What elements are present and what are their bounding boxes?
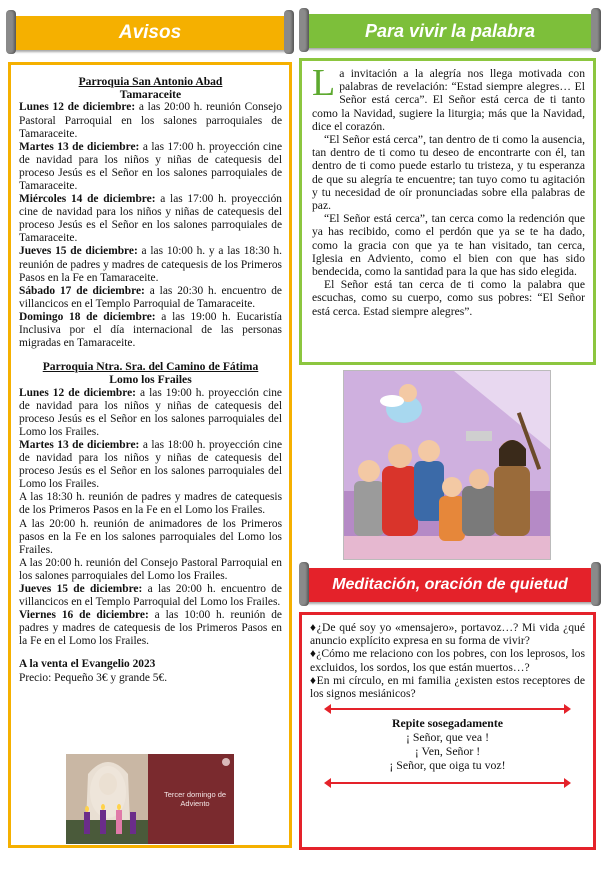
drop-cap: L (312, 62, 336, 104)
scroll-curl-left (299, 8, 309, 52)
parroquia1-subtitle: Tamaraceite (119, 88, 182, 102)
gospel-illustration (343, 370, 551, 560)
notice-entry (19, 557, 282, 583)
prayer-line: ¡ Ven, Señor ! (414, 744, 481, 759)
parroquia2-title: Parroquia Ntra. Sra. del Camino de Fátima (42, 360, 259, 374)
notice-entry (19, 141, 282, 193)
palabra-paragraph: a invitación a la alegría nos llega motivada con palabras de revelación: “Estad siempre alegres… El Señor está cerca”. El Señor está cerca de ti tanto como la Navidad, sugiere la liturgia; más que la Navidad, dice el corazón. (312, 67, 585, 133)
palabra-banner (305, 14, 595, 48)
notice-text: a las 20:00 h. encuentro de villancicos en el Templo Parroquial del Lomo los Frailes. (19, 583, 282, 609)
parroquia1-title: Parroquia San Antonio Abad (78, 75, 223, 88)
palabra-paragraph: “El Señor está cerca”, tan dentro de ti como la ausencia, tan dentro de ti como tu deseo de encontrarte con él, tan dentro de ti como puede estarlo tu tristeza, y tu esperanza de que su alegría te encuentre; tan tuyo como tu agitación y tu necesidad de oír pronunciadas sobre ella palabras de paz. (312, 133, 585, 213)
palabra-paragraph: “El Señor está cerca”, tan cerca como la redención que ya has recibido, como el perdón que ya se te ha dado, como la gracia con que ya te han visitado, tan cerca, Iglesia en Adviento, como el bien con que has sido bendecida, como la santidad para la que has sido elegida. (312, 212, 585, 279)
scroll-curl-right (284, 10, 294, 54)
notice-day: Jueves 15 de diciembre: (19, 583, 143, 595)
promo-caption: Tercer domingo de Adviento (163, 790, 227, 808)
notice-entry (19, 491, 282, 517)
notice-entry (19, 311, 282, 350)
notice-text: A las 18:30 h. reunión de padres y madres de catequesis de los Primeros Pasos en la Fe en el Lomo los Frailes. (19, 491, 282, 517)
palabra-paragraph: El Señor está tan cerca de ti como la palabra que escuchas, como su cuerpo, como sus pobres: “El Señor está cerca. Estad siempre alegres”. (312, 278, 585, 318)
notice-day: Miércoles 14 de diciembre: (19, 193, 156, 206)
parroquia2-subtitle: Lomo los Frailes (109, 373, 192, 387)
notice-day: Sábado 17 de diciembre: (19, 284, 145, 297)
prayer-title: Repite sosegadamente (391, 716, 504, 731)
evangelio-price: Precio: Pequeño 3€ y grande 5€. (19, 671, 168, 684)
notice-entry (19, 518, 282, 557)
notice-day: Martes 13 de diciembre: (19, 438, 140, 451)
divider-arrow (310, 704, 585, 714)
illustration-graphic (344, 371, 551, 560)
meditacion-box (299, 612, 596, 850)
notice-entry (19, 583, 282, 609)
notice-entry (19, 439, 282, 491)
avisos-box (8, 62, 292, 848)
notice-text: a las 18:00 h. proyección cine de navidad para los niños y niñas de catequesis del proceso Jesús es el Señor en los salones parroquiales del Lomo los Frailes. (19, 438, 283, 491)
notice-day: Martes 13 de diciembre: (19, 140, 140, 153)
palabra-box (299, 58, 596, 365)
notice-text: A las 20:00 h. reunión del Consejo Pastoral Parroquial en los salones parroquiales del Lomo los Frailes. (19, 556, 282, 582)
notice-text: a las 17:00 h. proyección cine de navidad para los niños y niñas de catequesis del proceso Jesús es el Señor en los salones parroquiales de Tamaraceite. (19, 140, 283, 192)
notice-entry (19, 101, 282, 140)
palabra-title: Para vivir la palabra (364, 20, 536, 41)
notice-entry (19, 193, 282, 245)
notice-text: a las 20:00 h. reunión Consejo Pastoral Parroquial en los salones parroquiales de Tamaraceite. (19, 101, 282, 140)
notice-entry (19, 285, 282, 311)
notice-day: Domingo 18 de diciembre: (19, 310, 156, 323)
scroll-curl-right (591, 562, 601, 606)
notice-text: a las 20:30 h. encuentro de villancicos en el Templo Parroquial de Tamaraceite. (19, 284, 282, 310)
notice-text: a las 19:00 h. proyección cine de navidad para los niños y niñas de catequesis del proceso Jesús es el Señor en los salones parroquiales del Lomo los Frailes. (19, 386, 282, 438)
notice-text: A las 20:00 h. reunión de animadores de los Primeros pasos en la Fe en los salones parroquiales del Lomo los Frailes. (19, 517, 282, 556)
meditacion-banner (305, 568, 595, 602)
notice-entry (19, 245, 282, 284)
notice-text: a las 10:00 h. reunión de padres y madres de catequesis de los Primeros Pasos en la Fe en el Lomo los Frailes. (19, 609, 282, 648)
meditacion-title: Meditación, oración de quietud (332, 576, 568, 593)
question-item: ♦¿Cómo me relaciono con los pobres, con los leprosos, los excluidos, los sordos, los que están muertos…? (310, 647, 585, 674)
avisos-banner (12, 16, 288, 50)
divider-arrow (310, 778, 585, 788)
prayer-line: ¡ Señor, que vea ! (405, 730, 490, 745)
question-item: ♦En mi círculo, en mi familia ¿existen estos receptores de los signos mesiánicos? (310, 673, 585, 701)
notice-day: Lunes 12 de diciembre: (19, 101, 136, 114)
notice-text: a las 17:00 h. proyección cine de navidad para los niños y niñas de catequesis del proceso Jesús es el Señor en los salones parroquiales de Tamaraceite. (19, 193, 282, 245)
scroll-curl-right (591, 8, 601, 52)
notice-day: Viernes 16 de diciembre: (19, 609, 149, 622)
notice-entry (19, 609, 282, 648)
question-item: ♦¿De qué soy yo «mensajero», portavoz…? Mi vida ¿qué anuncio explícito expresa en su forma de vivir? (310, 621, 585, 648)
parroquia1-entries (19, 101, 282, 350)
advent-promo-image (66, 754, 234, 844)
notice-text: a las 10:00 h. y a las 18:30 h. reunión de padres y madres de catequesis de los Primeros Pasos en la Fe en Tamaraceite. (19, 245, 282, 284)
scroll-curl-left (299, 562, 309, 606)
notice-day: Jueves 15 de diciembre: (19, 245, 138, 258)
notice-day: Lunes 12 de diciembre: (19, 386, 136, 399)
prayer-line: ¡ Señor, que oiga tu voz! (389, 758, 506, 773)
scroll-curl-left (6, 10, 16, 54)
notice-entry (19, 387, 282, 439)
evangelio-title: A la venta el Evangelio 2023 (19, 658, 156, 671)
parroquia2-entries (19, 387, 282, 649)
notice-text: a las 19:00 h. Eucaristía Inclusiva por el día internacional de las personas migradas en Tamaraceite. (19, 310, 282, 350)
avisos-title: Avisos (118, 22, 182, 43)
